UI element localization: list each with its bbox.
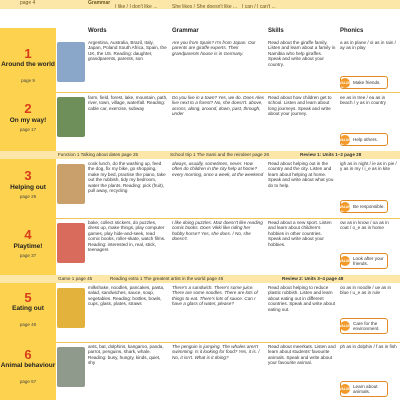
unit-words: bake, collect stickers, do puzzles, dress up, make things, play computer games, play hide-and-seek, read comic books, roller-skate, watch films. Reading: interested in, real, stick, teenagers xyxy=(88,220,166,253)
unit-grammar: Are you from Spain? I'm from Japan. Our parents are giraffe experts. Their grandparents house is in Germany. xyxy=(172,40,256,56)
band-game: Game 1 page 45 xyxy=(58,276,93,281)
unit-skills: Read about how children get to school. Listen and learn about long journeys. Speak and write about your journey. xyxy=(268,95,332,117)
unit-phonics: ow as in know / oa as in coat / o_e as in home xyxy=(340,220,389,231)
unit-title: Playtime! xyxy=(13,243,43,250)
unit-page: page 57 xyxy=(19,379,37,384)
value-badge-icon: VALUE xyxy=(340,321,350,331)
unit-words: Argentina, Australia, Brazil, Italy, Japan, Poland South Africa, Spain, the UK, the US. Reading: daughter, grandparents, parents, son xyxy=(88,40,167,62)
unit-number: 1 xyxy=(24,46,32,61)
unit-page: page 17 xyxy=(19,127,37,132)
header-grammar: Grammar xyxy=(172,28,199,34)
unit-grammar: I like doing puzzles. Maz doesn't like reading comic books. Does Vikki like riding her hobby horse? Yes, she does. / No, she doesn't. xyxy=(172,220,263,242)
unit-grammar: Do you live in a town? Yes, we do. Does Alex live next to a forest? No, she doesn't. above, across, along, around, down, past, through, under xyxy=(172,95,264,117)
unit-number: 3 xyxy=(24,168,32,183)
unit-skills: Read about the giraffe family. Listen and learn about a family in Namibia who help giraffes. Speak and write about your country. xyxy=(268,40,336,67)
unit-number: 5 xyxy=(24,290,32,305)
top-can-text: I can / I can't ... xyxy=(242,4,276,10)
unit-row-5 xyxy=(0,284,400,342)
unit-grammar: always, usually, sometimes, never. How often do children in the city help at home? every morning, once a week, at the weekend xyxy=(172,161,264,177)
band-school-trip: School trip 1 The Sami and the reindeer page 26 xyxy=(170,152,270,157)
unit-words: ants, bat, dolphins, kangaroo, panda, parrot, penguins, shark, whale. Reading: busy, hungry, kinds, quiet, shy xyxy=(88,344,164,366)
value-label: Care for the environment. xyxy=(353,321,380,331)
unit-photo xyxy=(57,42,85,82)
value-button[interactable] xyxy=(340,381,388,397)
top-page-ref: page 4 xyxy=(20,0,36,6)
unit-photo xyxy=(57,97,85,137)
band-2 xyxy=(0,275,400,283)
unit-number: 4 xyxy=(24,227,32,242)
unit-row-2 xyxy=(0,93,400,149)
unit-phonics: oo as in noodle / ue as in blue / u_e as in rule xyxy=(340,285,392,296)
value-button[interactable] xyxy=(340,318,388,334)
value-label: Look after your friends. xyxy=(353,256,384,266)
unit-number: 2 xyxy=(24,101,32,116)
value-badge-icon: VALUE xyxy=(340,135,350,145)
unit-page: page 9 xyxy=(21,78,35,83)
unit-skills: Read about helping out in the country and the city. Listen and learn about helping at home. Speak and write about what you do to help. xyxy=(268,161,334,188)
top-she-likes-text: She likes / She doesn't like ... xyxy=(172,4,238,10)
unit-skills: Read about meerkats. Listen and learn about students' favourite animals. Speak and write about your favourite animal. xyxy=(268,344,336,366)
unit-phonics: igh as in night / ie as in pie / y as in my / i_e as in kite xyxy=(340,161,397,172)
band-1 xyxy=(0,151,400,159)
unit-page: page 48 xyxy=(19,322,37,327)
value-button[interactable] xyxy=(340,133,388,146)
unit-phonics: a as in plane / oi as in rain / ay as in play xyxy=(340,40,396,51)
value-badge-icon: VALUE xyxy=(340,202,350,212)
value-label: Be responsible. xyxy=(353,204,385,209)
unit-photo xyxy=(57,164,85,204)
value-badge-icon: VALUE xyxy=(340,256,350,266)
unit-title: Around the world xyxy=(1,61,55,68)
unit-words: cook lunch, do the washing up, feed the dog, fix my bike, go shopping, make my bed, practise the piano, take out the rubbish, tidy my bedroom, water the plants. Reading: pick (fruit), pull away, recycling xyxy=(88,161,166,194)
unit-words: farm, field, forest, lake, mountain, path, river, town, village, waterfall. Reading: cable car, exercise, subway xyxy=(88,95,168,111)
band-review: Review 1: Units 1–2 page 28 xyxy=(300,152,362,157)
unit-photo xyxy=(57,223,85,263)
unit-skills: Read about a new sport. Listen and learn about children's hobbies in other countries. Speak and write about your hobbies. xyxy=(268,220,332,247)
value-badge-icon: VALUE xyxy=(340,78,350,88)
top-grammar-label: Grammar xyxy=(88,0,111,6)
unit-row-6 xyxy=(0,343,400,400)
unit-number: 6 xyxy=(24,347,32,362)
header-phonics: Phonics xyxy=(340,28,364,34)
unit-grammar: The penguin is jumping. The whales aren't swimming. Is it looking for food? Yes, it is. / No, it isn't. What is it doing? xyxy=(172,344,260,360)
value-button[interactable] xyxy=(340,76,388,89)
unit-row-1 xyxy=(0,38,400,92)
value-badge-icon: VALUE xyxy=(340,384,350,394)
unit-title: On my way! xyxy=(9,117,47,124)
unit-page: page 37 xyxy=(19,253,37,258)
unit-phonics: ee as in tree / ea as in beach / y as in country xyxy=(340,95,386,106)
unit-row-3 xyxy=(0,160,400,218)
unit-row-4 xyxy=(0,219,400,274)
value-label: Learn about animals. xyxy=(353,384,378,394)
unit-phonics: ph as in dolphin / f as in fish xyxy=(340,344,397,349)
value-button[interactable] xyxy=(340,200,388,213)
unit-page: page 29 xyxy=(19,194,37,199)
unit-title: Helping out xyxy=(10,184,46,191)
unit-skills: Read about helping to reduce plastic rubbish. Listen and learn about eating out in different countries. Speak and write about eating out. xyxy=(268,285,335,312)
value-label: Make friends. xyxy=(353,80,381,85)
top-contents-strip xyxy=(0,0,400,9)
band-reading-extra: Reading extra 1 The greatest artist in the world page 46 xyxy=(110,276,224,281)
value-button[interactable] xyxy=(340,253,388,269)
unit-photo xyxy=(57,288,85,328)
header-skills: Skills xyxy=(268,28,284,34)
unit-title: Eating out xyxy=(12,305,44,312)
value-label: Help others. xyxy=(353,137,378,142)
unit-title: Animal behaviour xyxy=(0,362,56,369)
top-like-text: I like / I don't like ... xyxy=(115,4,158,10)
band-function: Function 1 Talking about dates page 25 xyxy=(58,152,139,157)
header-words: Words xyxy=(88,28,107,34)
band-review: Review 2: Units 3–4 page 48 xyxy=(282,276,344,281)
unit-words: milkshake, noodles, pancakes, pasta, salad, sandwiches, sauce, soup, vegetables. Reading: bottles, bowls, cups, glass, plates, straws xyxy=(88,285,165,307)
unit-photo xyxy=(57,347,85,387)
unit-grammar: There's a sandwich. There's some juice. There are some noodles. There are lots of things to eat. There's lots of sauce. Can I have a glass of water, please? xyxy=(172,285,258,307)
